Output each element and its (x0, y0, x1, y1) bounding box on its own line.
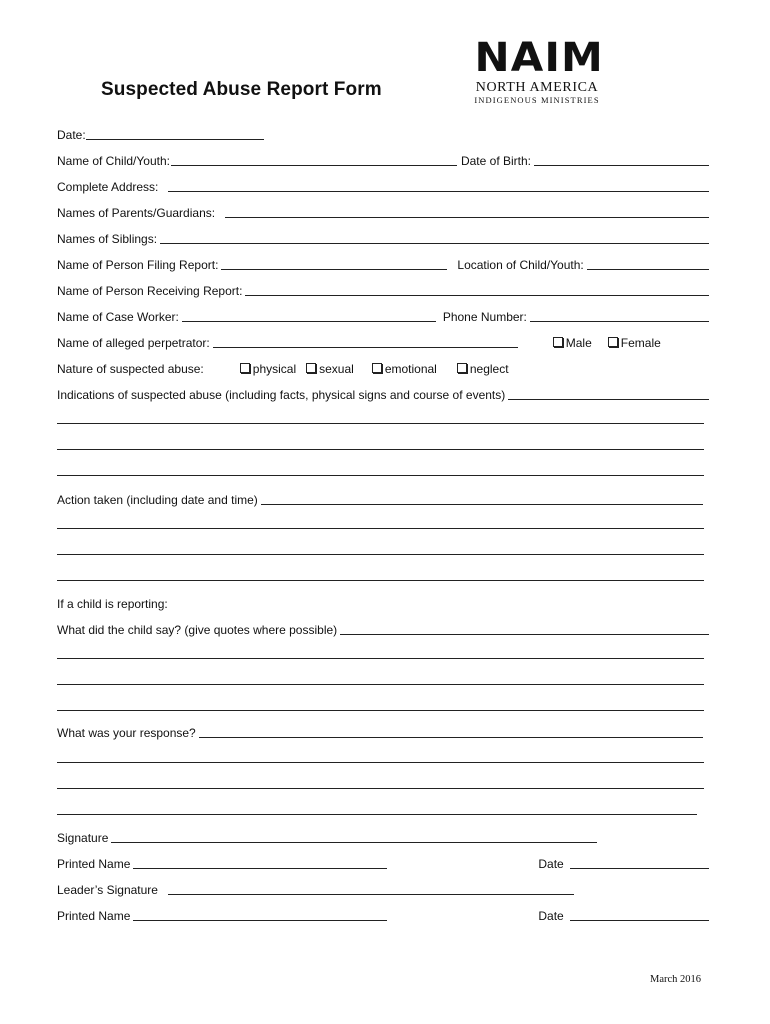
child-row (57, 150, 709, 168)
phone-field[interactable] (530, 310, 709, 322)
emotional-checkbox[interactable] (372, 363, 382, 373)
dob-label: Date of Birth: (460, 154, 531, 168)
address-row (57, 176, 709, 194)
filer-row (57, 254, 709, 272)
response-row (57, 722, 703, 740)
date-field-1[interactable] (570, 857, 709, 869)
physical-option[interactable] (240, 362, 296, 376)
case-worker-row (57, 306, 709, 324)
indications-line-3[interactable] (57, 475, 704, 476)
phone-label: Phone Number: (442, 310, 527, 324)
date-row (57, 124, 709, 142)
printed-name-field-1[interactable] (133, 857, 387, 869)
indications-label: Indications of suspected abuse (including facts, physical signs and course of events) (57, 388, 506, 402)
parents-field[interactable] (225, 206, 709, 218)
leader-signature-field[interactable] (168, 883, 574, 895)
response-label: What was your response? (57, 726, 196, 740)
revision-date: March 2016 (650, 974, 702, 985)
date-field-2[interactable] (570, 909, 709, 921)
printed-name-field-2[interactable] (133, 909, 387, 921)
signature-field[interactable] (111, 831, 597, 843)
child-say-row (57, 619, 709, 637)
emotional-option[interactable] (372, 362, 437, 376)
receiver-row (57, 280, 709, 298)
indications-line-1[interactable] (57, 423, 704, 424)
signature-row (57, 827, 597, 845)
printed-name-label-2: Printed Name (57, 909, 131, 923)
filer-label: Name of Person Filing Report: (57, 258, 219, 272)
action-line-3[interactable] (57, 580, 704, 581)
dob-field[interactable] (534, 154, 709, 166)
location-label: Location of Child/Youth: (457, 258, 584, 272)
action-field[interactable] (261, 493, 703, 505)
printed-name-row-1 (57, 853, 709, 871)
location-field[interactable] (587, 258, 709, 270)
filer-field[interactable] (221, 258, 447, 270)
action-label: Action taken (including date and time) (57, 493, 258, 507)
nature-row (57, 358, 709, 376)
printed-name-row-2 (57, 905, 709, 923)
perpetrator-label: Name of alleged perpetrator: (57, 336, 210, 350)
male-checkbox[interactable] (553, 337, 563, 347)
neglect-checkbox[interactable] (457, 363, 467, 373)
action-line-1[interactable] (57, 528, 704, 529)
response-field[interactable] (199, 726, 703, 738)
neglect-option[interactable] (457, 362, 509, 376)
sexual-checkbox[interactable] (306, 363, 316, 373)
indications-field[interactable] (508, 388, 709, 400)
perpetrator-row (57, 332, 709, 350)
siblings-field[interactable] (160, 232, 709, 244)
response-line-2[interactable] (57, 788, 704, 789)
if-child-label: If a child is reporting: (57, 597, 168, 611)
perpetrator-field[interactable] (213, 336, 518, 348)
physical-checkbox[interactable] (240, 363, 250, 373)
date-label-2: Date (538, 909, 564, 923)
siblings-label: Names of Siblings: (57, 232, 158, 246)
date-label: Date: (57, 128, 86, 142)
address-field[interactable] (168, 180, 709, 192)
leader-signature-label: Leader’s Signature (57, 883, 158, 897)
female-label: Female (620, 336, 661, 350)
signature-label: Signature (57, 831, 109, 845)
logo-tagline-1: NORTH AMERICA (475, 80, 599, 95)
action-line-2[interactable] (57, 554, 704, 555)
date-label-1: Date (538, 857, 564, 871)
male-label: Male (565, 336, 592, 350)
emotional-label: emotional (384, 362, 437, 376)
child-name-label: Name of Child/Youth: (57, 154, 170, 168)
nature-label: Nature of suspected abuse: (57, 362, 204, 376)
address-label: Complete Address: (57, 180, 159, 194)
parents-label: Names of Parents/Guardians: (57, 206, 216, 220)
child-say-line-3[interactable] (57, 710, 704, 711)
child-name-field[interactable] (171, 154, 457, 166)
physical-label: physical (252, 362, 297, 376)
action-row (57, 489, 703, 507)
neglect-label: neglect (469, 362, 509, 376)
siblings-row (57, 228, 709, 246)
child-say-line-2[interactable] (57, 684, 704, 685)
response-line-1[interactable] (57, 762, 704, 763)
printed-name-label-1: Printed Name (57, 857, 131, 871)
male-option[interactable] (553, 336, 592, 350)
form-title: Suspected Abuse Report Form (101, 79, 382, 100)
child-say-line-1[interactable] (57, 658, 704, 659)
parents-row (57, 202, 709, 220)
case-worker-field[interactable] (182, 310, 436, 322)
naim-logo (472, 36, 602, 106)
logo-tagline-2: INDIGENOUS MINISTRIES (474, 95, 600, 105)
child-say-field[interactable] (340, 623, 709, 635)
if-child-row (57, 593, 709, 611)
sexual-label: sexual (319, 362, 354, 376)
response-line-3[interactable] (57, 814, 697, 815)
logo-wordmark: NAIM (474, 35, 604, 81)
female-option[interactable] (608, 336, 661, 350)
receiver-field[interactable] (245, 284, 709, 296)
female-checkbox[interactable] (608, 337, 618, 347)
indications-line-2[interactable] (57, 449, 704, 450)
date-field[interactable] (86, 128, 264, 140)
case-worker-label: Name of Case Worker: (57, 310, 179, 324)
receiver-label: Name of Person Receiving Report: (57, 284, 243, 298)
sexual-option[interactable] (306, 362, 354, 376)
indications-row (57, 384, 709, 402)
child-say-label: What did the child say? (give quotes where possible) (57, 623, 338, 637)
leader-signature-row (57, 879, 574, 897)
